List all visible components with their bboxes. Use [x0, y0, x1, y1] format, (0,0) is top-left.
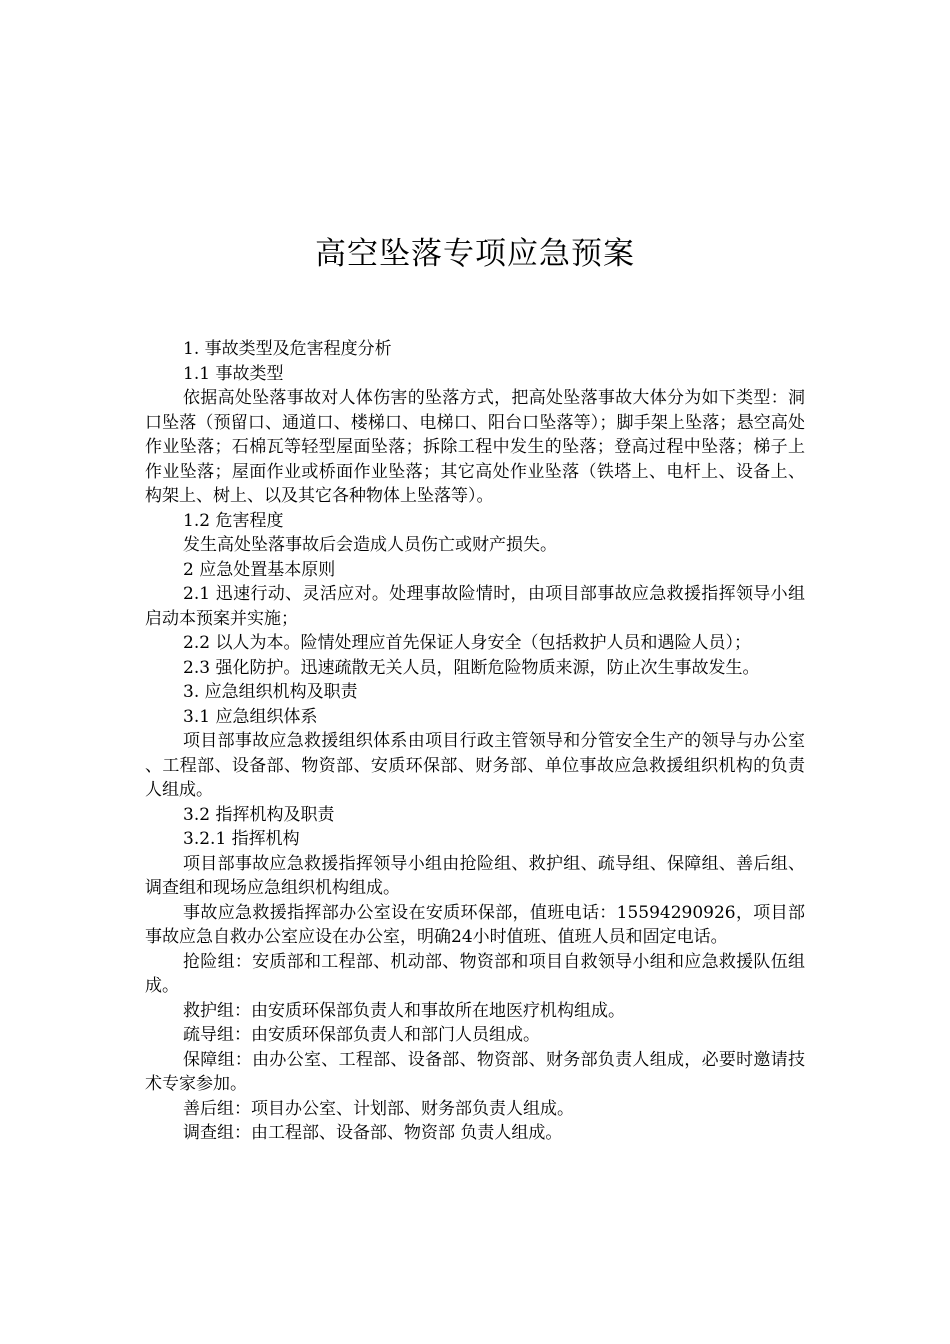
body-paragraph: 2.1 迅速行动、灵活应对。处理事故险情时，由项目部事故应急救援指挥领导小组启动本预案并实施；: [145, 584, 805, 629]
body-paragraph: 救护组：由安质环保部负责人和事故所在地医疗机构组成。: [183, 1000, 625, 1021]
subsection-heading: 3.1 应急组织体系: [183, 706, 318, 727]
section-heading: 2 应急处置基本原则: [183, 559, 336, 580]
body-paragraph: 善后组：项目办公室、计划部、财务部负责人组成。: [183, 1098, 574, 1119]
body-paragraph: 发生高处坠落事故后会造成人员伤亡或财产损失。: [183, 535, 557, 555]
document-title: 高空坠落专项应急预案: [315, 236, 635, 272]
body-paragraph: 2.2 以人为本。险情处理应首先保证人身安全（包括救护人员和遇险人员）；: [183, 633, 751, 653]
subsection-heading: 1.1 事故类型: [183, 363, 284, 384]
body-paragraph: 依据高处坠落事故对人体伤害的坠落方式，把高处坠落事故大体分为如下类型：洞口坠落（预留口、通道口、楼梯口、电梯口、阳台口坠落等）；脚手架上坠落；悬空高处作业坠落；石棉瓦等轻型屋面坠落；拆除工程中发生的坠落；登高过程中坠落；梯子上作业坠落；屋面作业或桥面作业坠落；其它高处作业坠落（铁塔上、电杆上、设备上、构架上、树上、以及其它各种物体上坠落等）。: [145, 388, 805, 506]
subsection-heading: 3.2.1 指挥机构: [183, 829, 300, 849]
body-paragraph: 疏导组：由安质环保部负责人和部门人员组成。: [183, 1025, 540, 1045]
body-paragraph: 抢险组：安质部和工程部、机动部、物资部和项目自救领导小组和应急救援队伍组成。: [145, 951, 805, 996]
body-paragraph: 保障组：由办公室、工程部、设备部、物资部、财务部负责人组成，必要时邀请技术专家参加。: [145, 1049, 805, 1094]
section-heading: 1. 事故类型及危害程度分析: [183, 339, 392, 359]
document-body: [145, 337, 805, 1146]
subsection-heading: 3.2 指挥机构及职责: [183, 804, 335, 825]
subsection-heading: 1.2 危害程度: [183, 510, 284, 531]
body-paragraph: 调查组：由工程部、设备部、物资部 负责人组成。: [183, 1123, 563, 1143]
body-paragraph: 事故应急救援指挥部办公室设在安质环保部，值班电话：15594290926，项目部事故应急自救办公室应设在办公室，明确24小时值班、值班人员和固定电话。: [145, 902, 805, 947]
body-paragraph: 项目部事故应急救援指挥领导小组由抢险组、救护组、疏导组、保障组、善后组、调查组和现场应急组织机构组成。: [145, 853, 805, 898]
section-heading: 3. 应急组织机构及职责: [183, 682, 358, 702]
body-paragraph: 项目部事故应急救援组织体系由项目行政主管领导和分管安全生产的领导与办公室、工程部、设备部、物资部、安质环保部、财务部、单位事故应急救援组织机构的负责人组成。: [145, 731, 805, 800]
body-paragraph: 2.3 强化防护。迅速疏散无关人员，阻断危险物质来源，防止次生事故发生。: [183, 657, 760, 678]
